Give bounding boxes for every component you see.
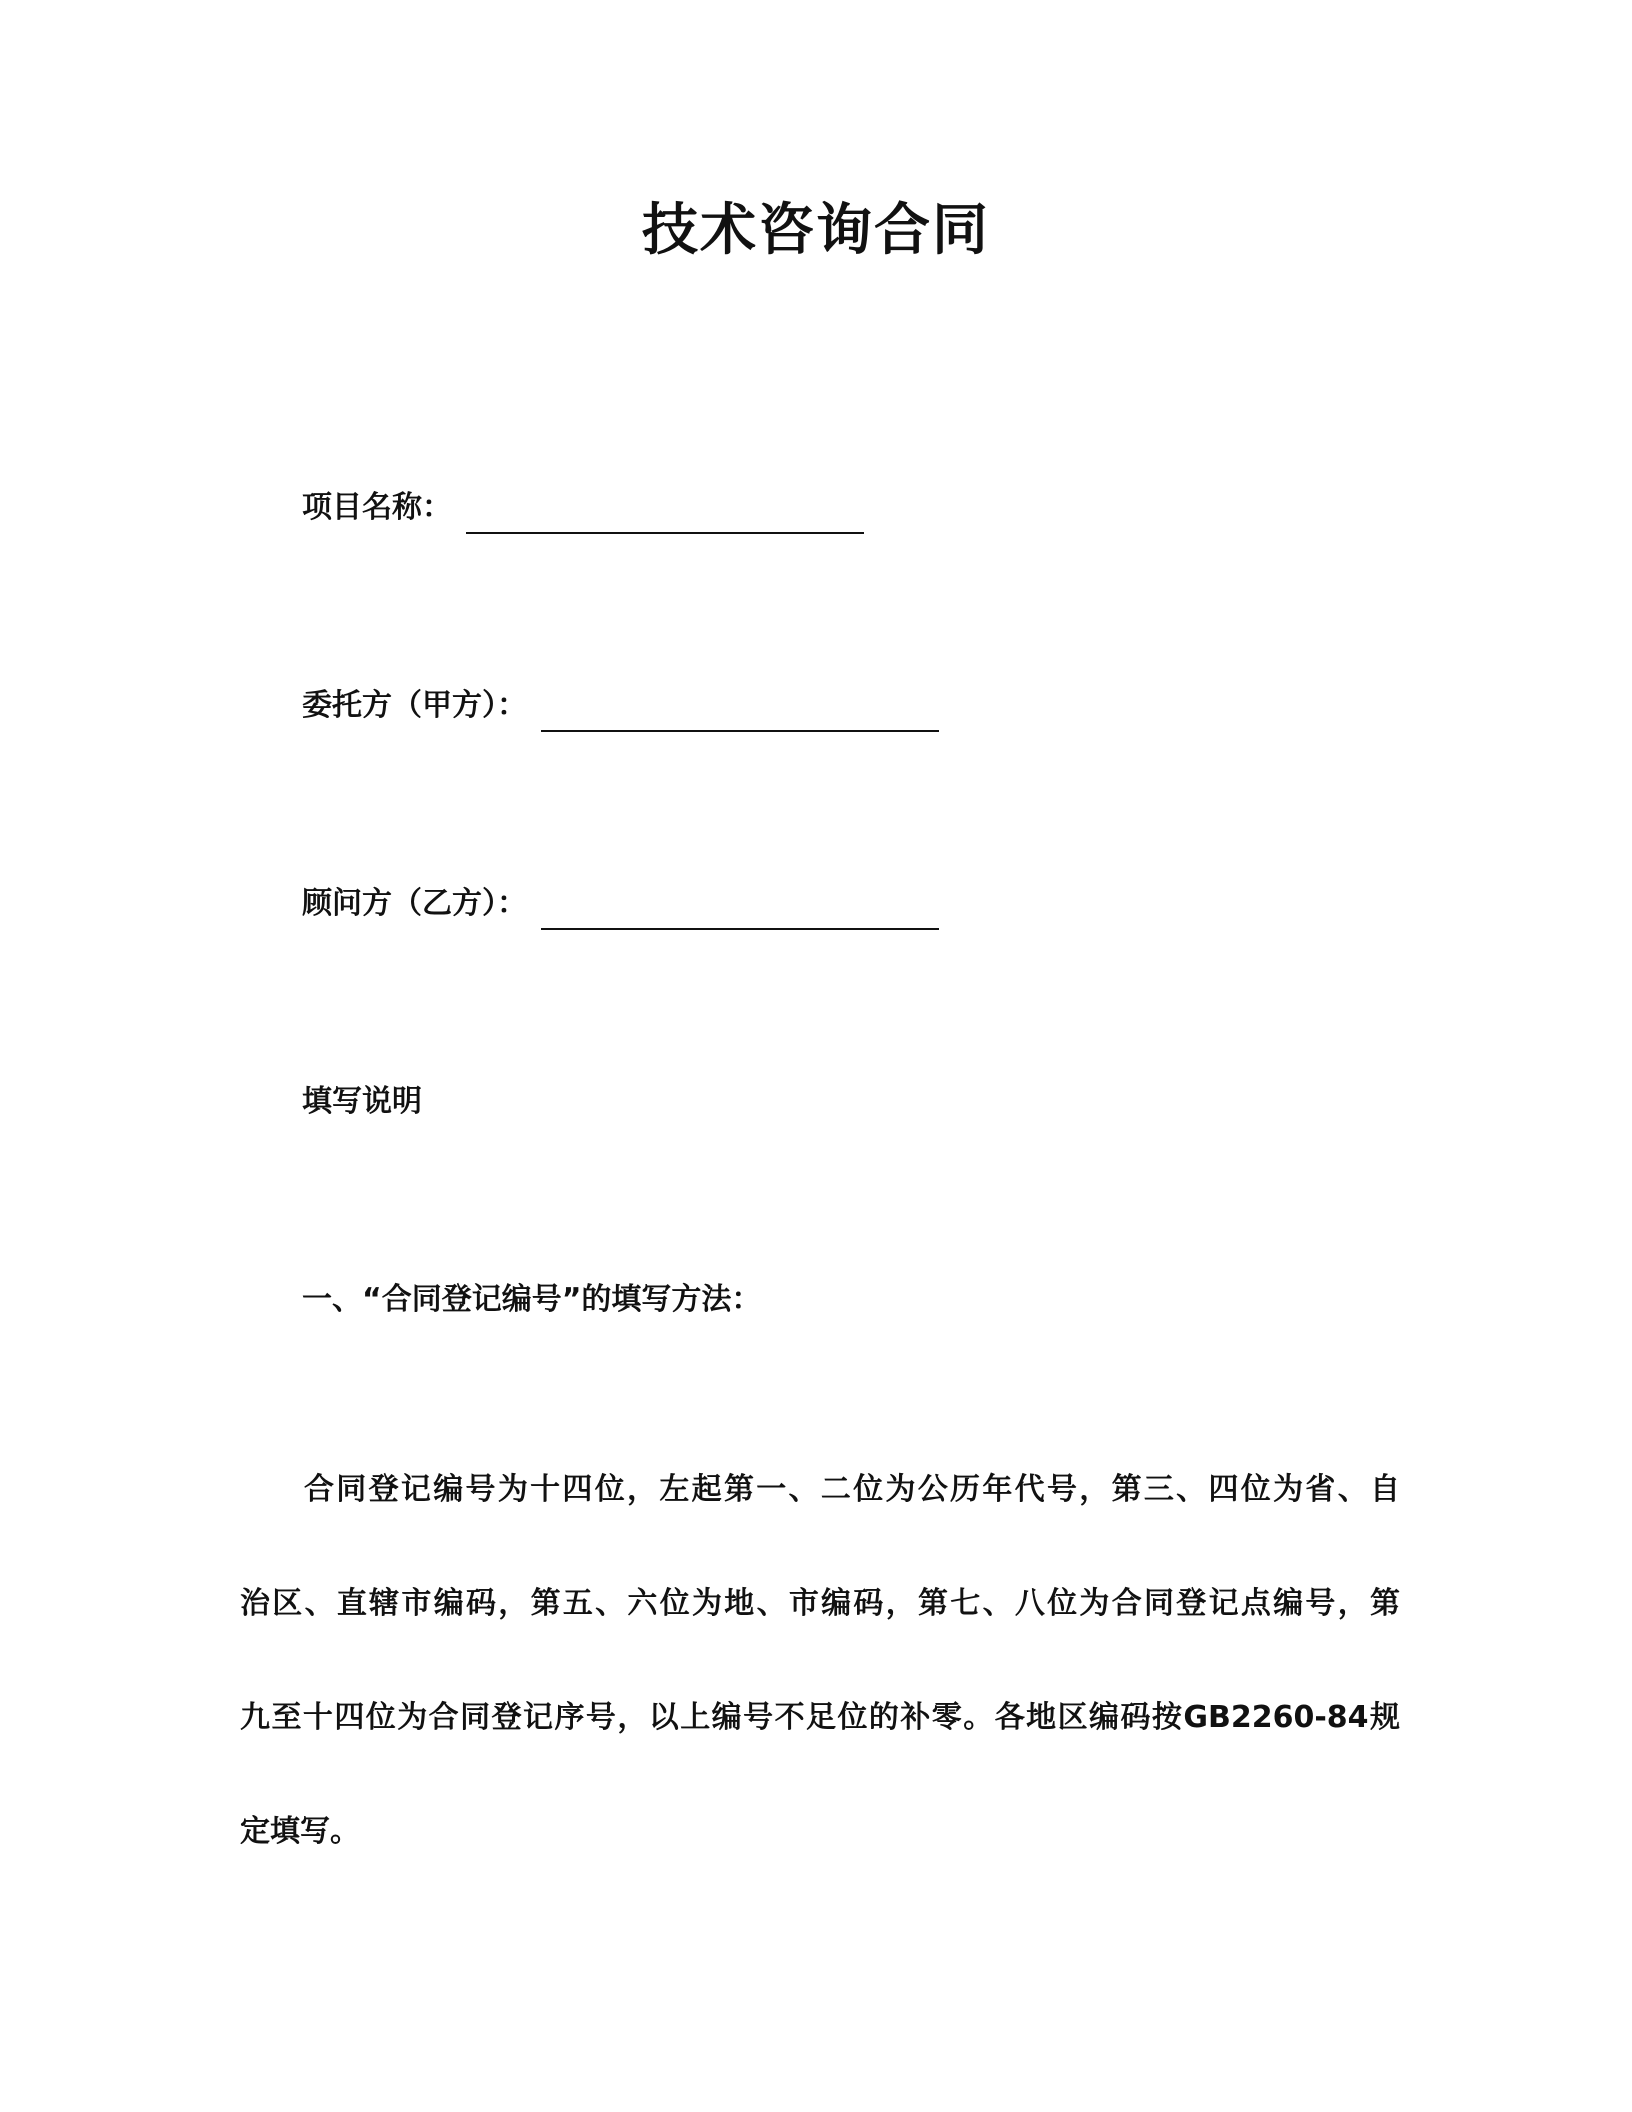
paragraph-line: 合同登记编号为十四位，左起第一、二位为公历年代号，第三、四位为省、自 <box>304 1472 1400 1507</box>
instructions-heading: 填写说明 <box>302 1084 422 1119</box>
document-title: 技术咨询合同 <box>642 198 990 263</box>
consultant-party-blank-line[interactable] <box>541 896 939 930</box>
project-name-field <box>302 488 864 528</box>
paragraph-line: 治区、直辖市编码，第五、六位为地、市编码，第七、八位为合同登记点编号，第 <box>240 1586 1400 1621</box>
client-party-field <box>302 686 939 726</box>
paragraph-line: 九至十四位为合同登记序号，以上编号不足位的补零。各地区编码按GB2260-84规 <box>240 1700 1400 1735</box>
client-party-blank-line[interactable] <box>541 698 939 732</box>
client-party-label: 委托方（甲方）： <box>302 688 527 723</box>
section-1-paragraph <box>240 1470 1400 1926</box>
project-name-blank-line[interactable] <box>466 500 864 534</box>
consultant-party-field <box>302 884 939 924</box>
consultant-party-label: 顾问方（乙方）： <box>302 886 527 921</box>
section-1-heading: 一、“合同登记编号”的填写方法： <box>302 1282 762 1317</box>
paragraph-line: 定填写。 <box>240 1814 360 1849</box>
project-name-label: 项目名称： <box>302 490 452 525</box>
